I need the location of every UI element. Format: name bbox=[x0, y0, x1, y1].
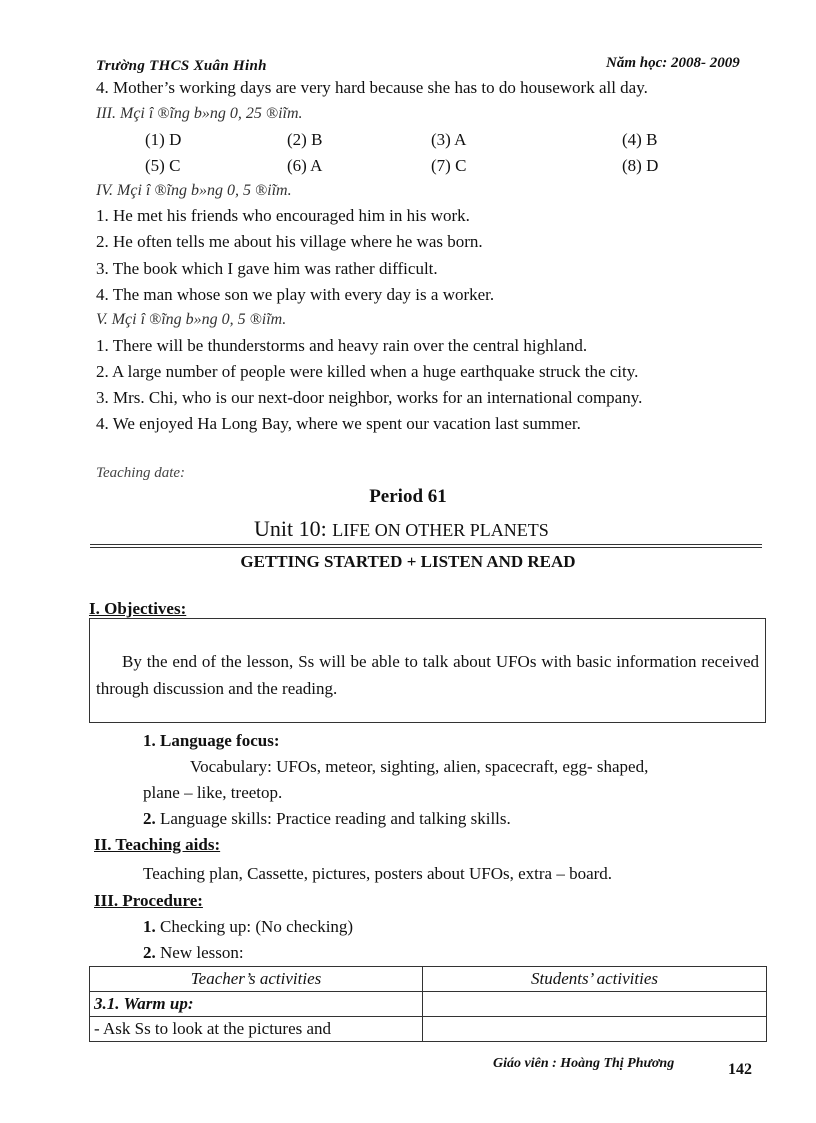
teaching-date: Teaching date: bbox=[96, 465, 186, 481]
answer-line: 4. Mother’s working days are very hard because she has to do housework all day. bbox=[96, 78, 648, 97]
answer-line: 4. The man whose son we play with every day is a worker. bbox=[96, 285, 495, 304]
answer-cell: (2) B bbox=[287, 130, 323, 149]
answer-cell: (5) C bbox=[145, 156, 181, 175]
teacher-column-header: Teacher’s activities bbox=[90, 967, 423, 992]
answer-line: 2. He often tells me about his village where he was born. bbox=[96, 232, 483, 251]
answer-line: 3. Mrs. Chi, who is our next-door neighbor, works for an international company. bbox=[96, 388, 643, 407]
vocabulary-line: Vocabulary: UFOs, meteor, sighting, alien, spacecraft, egg- shaped, bbox=[190, 757, 649, 776]
answer-line: 2. A large number of people were killed when a huge earthquake struck the city. bbox=[96, 362, 639, 381]
table-cell bbox=[423, 992, 767, 1017]
year-label: Năm học: bbox=[606, 55, 668, 71]
year-value: 2008- 2009 bbox=[671, 55, 740, 71]
answer-line: 1. There will be thunderstorms and heavy rain over the central highland. bbox=[96, 336, 588, 355]
answer-line: 4. We enjoyed Ha Long Bay, where we spent our vacation last summer. bbox=[96, 414, 581, 433]
answer-cell: (1) D bbox=[145, 130, 182, 149]
answer-line: 1. He met his friends who encouraged him in his work. bbox=[96, 206, 470, 225]
language-skills-line: 2. Language skills: Practice reading and talking skills. bbox=[143, 809, 511, 828]
answer-cell: (3) A bbox=[431, 130, 467, 149]
answer-cell: (8) D bbox=[622, 156, 659, 175]
answer-line: 3. The book which I gave him was rather difficult. bbox=[96, 259, 438, 278]
teaching-aids-text: Teaching plan, Cassette, pictures, posters about UFOs, extra – board. bbox=[143, 864, 613, 883]
divider bbox=[90, 547, 762, 548]
procedure-heading: III. Procedure: bbox=[94, 891, 203, 910]
checking-line: 1. Checking up: (No checking) bbox=[143, 917, 354, 936]
period-title: Period 61 bbox=[369, 486, 447, 507]
section-heading: V. Mçi î ®ĩng b»ng 0, 5 ®iĩm. bbox=[96, 311, 287, 328]
unit-label: Unit 10: bbox=[254, 516, 327, 541]
answer-cell: (7) C bbox=[431, 156, 467, 175]
footer-teacher: Giáo viên : Hoàng Thị Phương bbox=[493, 1056, 675, 1071]
activities-table bbox=[89, 966, 767, 1042]
teaching-aids-heading: II. Teaching aids: bbox=[94, 835, 221, 854]
objectives-heading: I. Objectives: bbox=[89, 599, 187, 618]
page-number: 142 bbox=[728, 1061, 752, 1078]
section-heading: IV. Mçi î ®ĩng b»ng 0, 5 ®iĩm. bbox=[96, 182, 292, 199]
table-row: - Ask Ss to look at the pictures and bbox=[90, 1017, 423, 1042]
section-heading: III. Mçi î ®ĩng b»ng 0, 25 ®iĩm. bbox=[96, 105, 303, 122]
vocabulary-line: plane – like, treetop. bbox=[143, 783, 283, 802]
school-header: Trường THCS Xuân Hinh bbox=[96, 58, 267, 74]
divider bbox=[90, 544, 762, 545]
unit-title bbox=[254, 516, 549, 542]
table-row: 3.1. Warm up: bbox=[90, 992, 423, 1017]
school-year bbox=[606, 55, 740, 72]
language-focus-heading: 1. Language focus: bbox=[143, 731, 280, 750]
students-column-header: Students’ activities bbox=[423, 967, 767, 992]
objectives-text: By the end of the lesson, Ss will be able to talk about UFOs with basic information received through discussion and the reading. bbox=[96, 652, 759, 698]
unit-name: LIFE ON OTHER PLANETS bbox=[332, 520, 549, 540]
answer-cell: (6) A bbox=[287, 156, 323, 175]
answer-cell: (4) B bbox=[622, 130, 658, 149]
lesson-subtitle: GETTING STARTED + LISTEN AND READ bbox=[240, 552, 576, 571]
new-lesson-line: 2. New lesson: bbox=[143, 943, 244, 962]
table-cell bbox=[423, 1017, 767, 1042]
